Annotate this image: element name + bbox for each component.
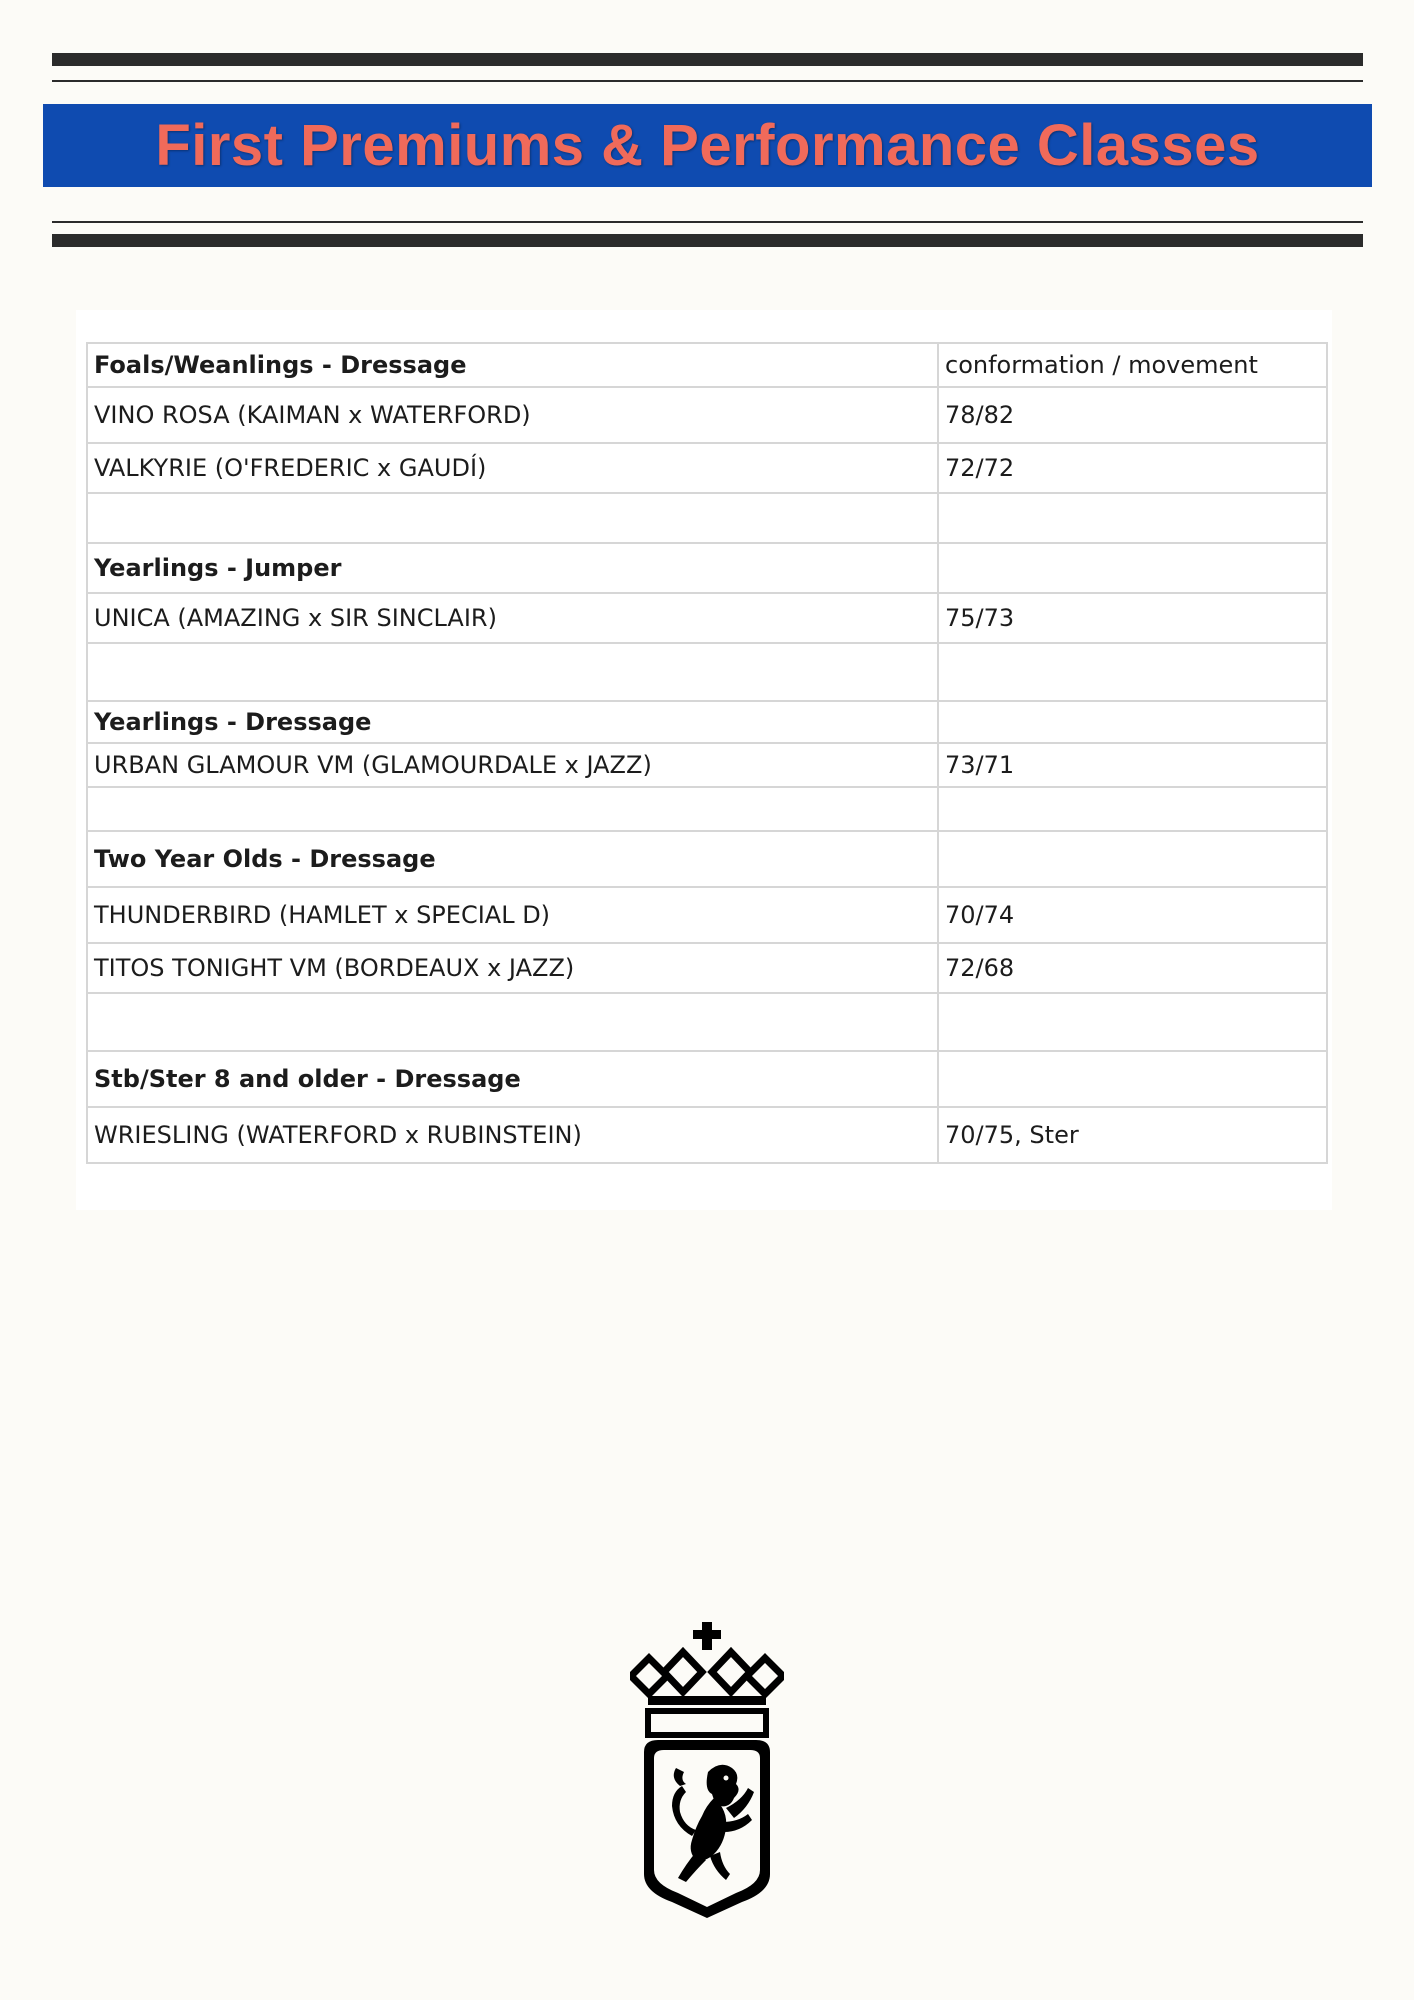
table-row [87, 887, 1327, 943]
column-header: conformation / movement [938, 343, 1327, 387]
top-thin-rule [52, 80, 1363, 82]
blank-cell [87, 787, 938, 831]
table-row [87, 993, 1327, 1051]
horse-name: UNICA (AMAZING x SIR SINCLAIR) [87, 593, 938, 643]
horse-name: VALKYRIE (O'FREDERIC x GAUDÍ) [87, 443, 938, 493]
results-table [86, 342, 1328, 1164]
bottom-thin-rule [52, 221, 1363, 223]
blank-cell [87, 643, 938, 701]
blank-cell [938, 493, 1327, 543]
table-row [87, 493, 1327, 543]
horse-score: 70/75, Ster [938, 1107, 1327, 1163]
table-row [87, 1051, 1327, 1107]
horse-name: TITOS TONIGHT VM (BORDEAUX x JAZZ) [87, 943, 938, 993]
horse-score: 72/68 [938, 943, 1327, 993]
table-row [87, 701, 1327, 743]
blank-cell [87, 993, 938, 1051]
table-row [87, 343, 1327, 387]
table-row [87, 943, 1327, 993]
section-heading: Two Year Olds - Dressage [87, 831, 938, 887]
horse-score: 75/73 [938, 593, 1327, 643]
horse-score: 78/82 [938, 387, 1327, 443]
horse-name: VINO ROSA (KAIMAN x WATERFORD) [87, 387, 938, 443]
table-row [87, 787, 1327, 831]
blank-cell [938, 701, 1327, 743]
blank-cell [938, 643, 1327, 701]
horse-name: THUNDERBIRD (HAMLET x SPECIAL D) [87, 887, 938, 943]
table-row [87, 593, 1327, 643]
table-row [87, 643, 1327, 701]
section-heading: Yearlings - Jumper [87, 543, 938, 593]
table-row [87, 543, 1327, 593]
section-heading: Yearlings - Dressage [87, 701, 938, 743]
blank-cell [87, 493, 938, 543]
horse-score: 73/71 [938, 743, 1327, 787]
crowned-lion-shield-icon [630, 1622, 784, 1920]
section-heading: Foals/Weanlings - Dressage [87, 343, 938, 387]
table-row [87, 387, 1327, 443]
blank-cell [938, 993, 1327, 1051]
blank-cell [938, 787, 1327, 831]
table-row [87, 831, 1327, 887]
section-heading: Stb/Ster 8 and older - Dressage [87, 1051, 938, 1107]
table-row [87, 743, 1327, 787]
horse-score: 72/72 [938, 443, 1327, 493]
top-thick-rule [52, 53, 1363, 66]
blank-cell [938, 1051, 1327, 1107]
page-title: First Premiums & Performance Classes [155, 113, 1260, 178]
table-row [87, 443, 1327, 493]
title-banner [43, 104, 1372, 187]
blank-cell [938, 831, 1327, 887]
bottom-thick-rule [52, 234, 1363, 247]
horse-score: 70/74 [938, 887, 1327, 943]
horse-name: URBAN GLAMOUR VM (GLAMOURDALE x JAZZ) [87, 743, 938, 787]
blank-cell [938, 543, 1327, 593]
table-row [87, 1107, 1327, 1163]
horse-name: WRIESLING (WATERFORD x RUBINSTEIN) [87, 1107, 938, 1163]
